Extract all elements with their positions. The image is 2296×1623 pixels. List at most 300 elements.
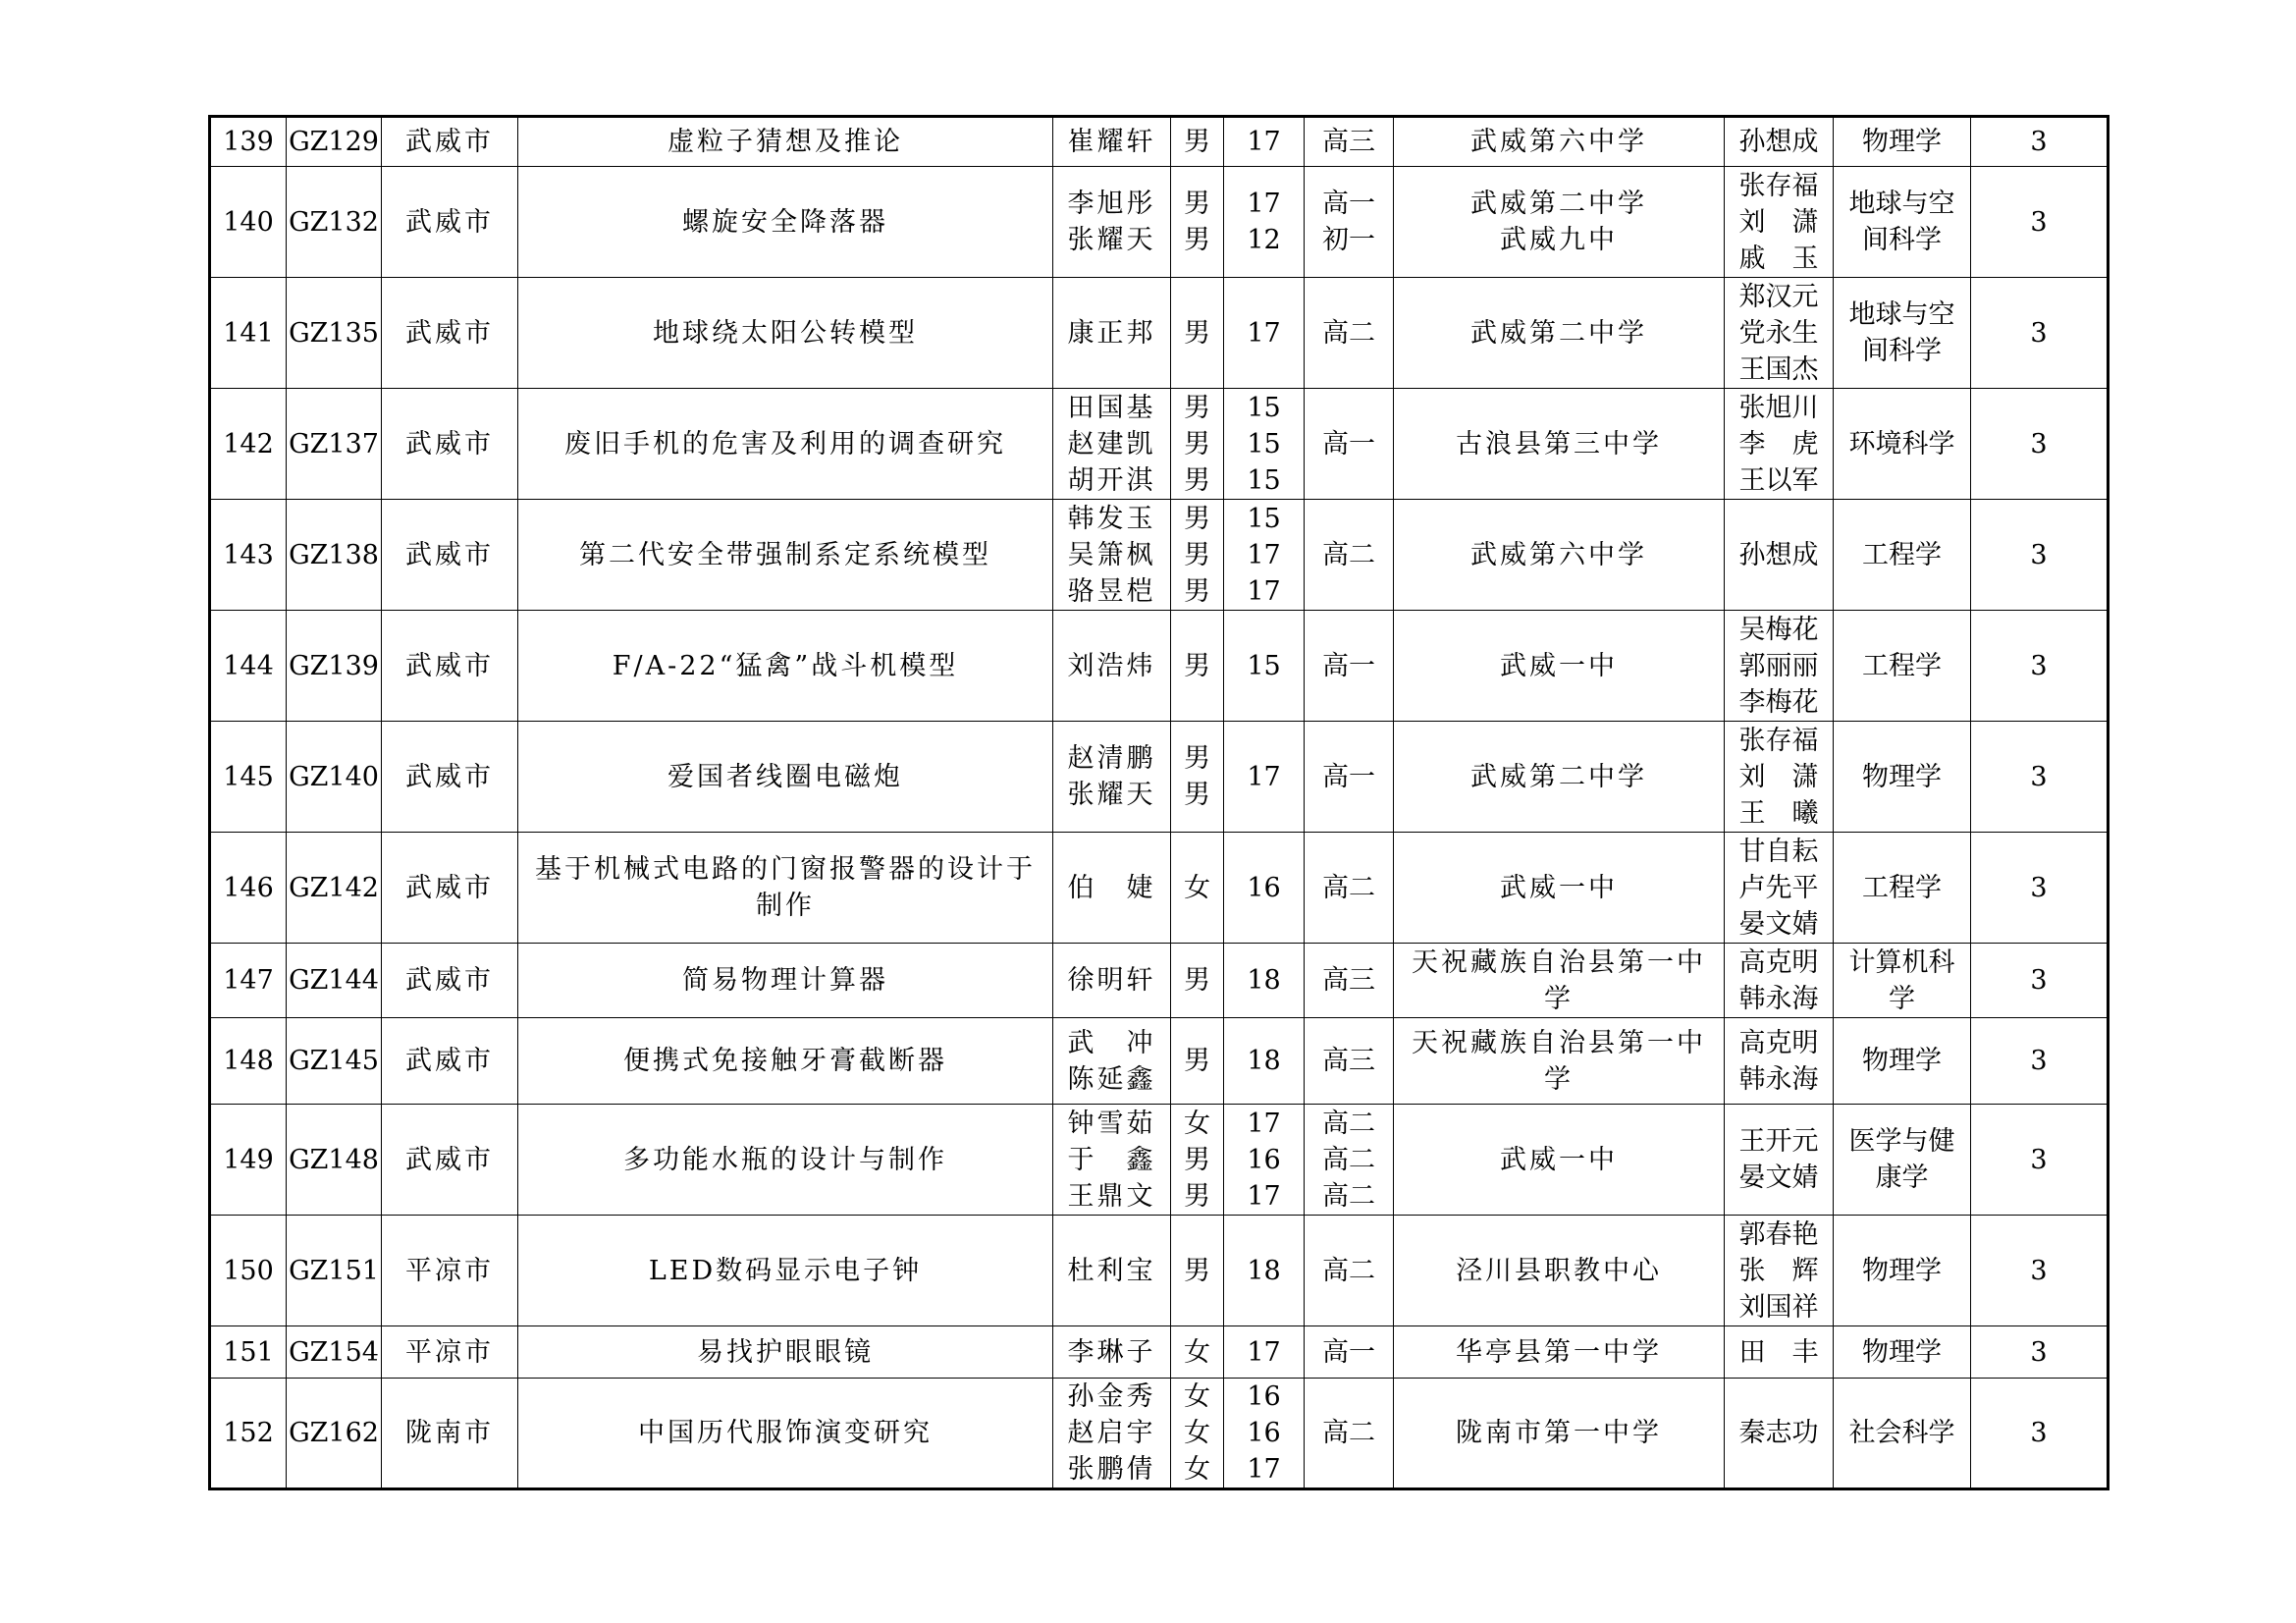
cell-number [210, 944, 287, 1018]
cell-ages-line: 18 [1247, 1046, 1281, 1076]
cell-students [1053, 389, 1171, 500]
cell-number [210, 1216, 287, 1326]
cell-genders [1171, 167, 1224, 278]
cell-teachers-line: 李 虎 [1738, 428, 1819, 460]
cell-grades [1305, 1326, 1394, 1379]
table-row [210, 1379, 2109, 1489]
cell-score-line: 3 [2030, 127, 2048, 157]
cell-students-line: 孙金秀 [1067, 1381, 1156, 1412]
cell-score [1971, 1379, 2109, 1489]
cell-genders-line: 男 [1184, 1144, 1210, 1175]
cell-students-line: 李琳子 [1067, 1336, 1156, 1368]
cell-school-line: 武威第二中学 [1470, 317, 1647, 349]
cell-number-line: 147 [223, 965, 274, 996]
cell-teachers [1725, 722, 1834, 833]
cell-grades-line: 高三 [1322, 1046, 1375, 1076]
cell-ages-line: 17 [1247, 575, 1281, 607]
cell-teachers-line: 韩永海 [1738, 1063, 1819, 1095]
cell-school-line: 武威第六中学 [1470, 127, 1647, 157]
cell-subject [1834, 944, 1971, 1018]
cell-school-line: 武威第二中学 [1470, 761, 1647, 792]
cell-title-line: 基于机械式电路的门窗报警器的设计于制作 [535, 854, 1036, 921]
cell-city [382, 1326, 518, 1379]
cell-score [1971, 117, 2109, 167]
cell-score-line: 3 [2030, 1046, 2048, 1076]
cell-teachers [1725, 1326, 1834, 1379]
cell-subject-line: 地球与空间科学 [1848, 189, 1955, 255]
cell-title-line: F/A-22“猛禽”战斗机模型 [612, 650, 959, 681]
cell-number-line: 148 [223, 1046, 274, 1076]
cell-city-line: 平凉市 [405, 1255, 494, 1286]
cell-ages [1224, 500, 1305, 611]
cell-ages-line: 12 [1247, 225, 1281, 255]
cell-students [1053, 1379, 1171, 1489]
cell-teachers [1725, 611, 1834, 722]
cell-students-line: 武 冲 [1067, 1027, 1156, 1058]
cell-grades-line: 高三 [1322, 965, 1375, 996]
cell-ages-line: 17 [1247, 1336, 1281, 1368]
cell-score [1971, 611, 2109, 722]
cell-score [1971, 833, 2109, 944]
cell-title-line: 废旧手机的危害及利用的调查研究 [564, 428, 1006, 460]
cell-number-line: 144 [223, 650, 274, 681]
cell-students-line: 骆昱桤 [1067, 575, 1156, 607]
cell-ages [1224, 944, 1305, 1018]
cell-students-line: 伯 婕 [1067, 872, 1156, 903]
cell-city [382, 389, 518, 500]
cell-school [1394, 722, 1725, 833]
cell-code-line: GZ137 [289, 428, 379, 460]
cell-ages-line: 16 [1247, 1381, 1281, 1412]
cell-ages [1224, 117, 1305, 167]
cell-ages-line: 18 [1247, 1255, 1281, 1286]
cell-title [518, 1379, 1053, 1489]
cell-subject-line: 物理学 [1862, 127, 1942, 157]
cell-title [518, 1216, 1053, 1326]
cell-grades-line: 高二 [1322, 1180, 1375, 1212]
cell-city [382, 278, 518, 389]
cell-code-line: GZ148 [289, 1144, 379, 1175]
cell-teachers-line: 秦志功 [1738, 1418, 1819, 1448]
cell-students-line: 赵清鹏 [1067, 743, 1156, 774]
cell-title [518, 611, 1053, 722]
cell-genders [1171, 1379, 1224, 1489]
cell-genders-line: 女 [1184, 1418, 1210, 1448]
cell-students-line: 张鹏倩 [1067, 1454, 1156, 1485]
cell-school-line: 武威第六中学 [1470, 539, 1647, 570]
cell-code-line: GZ132 [289, 206, 379, 238]
cell-title-line: 中国历代服饰演变研究 [638, 1418, 933, 1448]
cell-code-line: GZ162 [289, 1418, 379, 1448]
cell-city-line: 武威市 [405, 1046, 494, 1076]
cell-title [518, 722, 1053, 833]
cell-ages-line: 17 [1247, 189, 1281, 219]
cell-genders [1171, 1216, 1224, 1326]
cell-city [382, 944, 518, 1018]
cell-city [382, 1216, 518, 1326]
cell-number [210, 722, 287, 833]
cell-students-line: 康正邦 [1067, 317, 1156, 349]
cell-grades [1305, 167, 1394, 278]
cell-number-line: 149 [223, 1144, 274, 1175]
cell-teachers [1725, 117, 1834, 167]
cell-ages [1224, 1216, 1305, 1326]
cell-city-line: 武威市 [405, 650, 494, 681]
cell-score-line: 3 [2030, 428, 2048, 460]
cell-title-line: 虚粒子猜想及推论 [667, 127, 903, 157]
cell-score-line: 3 [2030, 1144, 2048, 1175]
cell-subject-line: 物理学 [1862, 761, 1942, 792]
cell-students-line: 陈延鑫 [1067, 1063, 1156, 1095]
cell-students [1053, 1105, 1171, 1216]
cell-score-line: 3 [2030, 1255, 2048, 1286]
cell-code [287, 1326, 382, 1379]
cell-students-line: 韩发玉 [1067, 503, 1156, 534]
cell-students-line: 于 鑫 [1067, 1144, 1156, 1175]
cell-number-line: 151 [223, 1336, 274, 1368]
cell-subject [1834, 1326, 1971, 1379]
cell-genders-line: 男 [1184, 127, 1210, 157]
cell-grades [1305, 611, 1394, 722]
cell-teachers-line: 卢先平 [1738, 872, 1819, 903]
cell-teachers-line: 晏文婧 [1738, 908, 1819, 940]
cell-code [287, 278, 382, 389]
cell-number [210, 1018, 287, 1105]
table-row [210, 1105, 2109, 1216]
cell-score [1971, 722, 2109, 833]
cell-teachers-line: 张旭川 [1738, 392, 1819, 423]
cell-code [287, 1379, 382, 1489]
cell-grades-line: 高三 [1322, 127, 1375, 157]
cell-school-line: 武威九中 [1500, 225, 1618, 255]
cell-students-line: 胡开淇 [1067, 464, 1156, 496]
cell-teachers-line: 王开元 [1738, 1126, 1819, 1157]
cell-subject [1834, 389, 1971, 500]
cell-students-line: 刘浩炜 [1067, 650, 1156, 681]
cell-ages [1224, 278, 1305, 389]
cell-grades-line: 高一 [1322, 1336, 1375, 1368]
cell-code [287, 1018, 382, 1105]
cell-ages-line: 17 [1247, 761, 1281, 792]
cell-subject [1834, 611, 1971, 722]
cell-subject-line: 工程学 [1862, 650, 1942, 681]
cell-grades [1305, 389, 1394, 500]
cell-teachers [1725, 1105, 1834, 1216]
cell-genders-line: 女 [1184, 1381, 1210, 1412]
cell-students [1053, 1216, 1171, 1326]
cell-subject [1834, 278, 1971, 389]
cell-teachers-line: 王以军 [1738, 464, 1819, 496]
cell-subject-line: 工程学 [1862, 539, 1942, 570]
cell-city [382, 1018, 518, 1105]
cell-teachers-line: 晏文婧 [1738, 1163, 1819, 1193]
cell-city [382, 1379, 518, 1489]
cell-ages-line: 17 [1247, 539, 1281, 570]
cell-teachers [1725, 500, 1834, 611]
cell-school [1394, 833, 1725, 944]
cell-title-line: 便携式免接触牙膏截断器 [623, 1046, 947, 1076]
cell-school-line: 陇南市第一中学 [1456, 1418, 1662, 1448]
cell-genders-line: 男 [1184, 965, 1210, 996]
cell-students-line: 王鼎文 [1067, 1180, 1156, 1212]
cell-title-line: LED数码显示电子钟 [648, 1255, 923, 1286]
cell-teachers-line: 高克明 [1738, 947, 1819, 978]
cell-teachers-line: 韩永海 [1738, 983, 1819, 1014]
cell-city [382, 722, 518, 833]
cell-number-line: 150 [223, 1255, 274, 1286]
cell-grades-line: 高二 [1322, 317, 1375, 349]
cell-score-line: 3 [2030, 965, 2048, 996]
cell-code-line: GZ138 [289, 539, 379, 570]
cell-genders [1171, 722, 1224, 833]
cell-ages-line: 17 [1247, 127, 1281, 157]
cell-number [210, 611, 287, 722]
cell-students [1053, 117, 1171, 167]
cell-teachers [1725, 1379, 1834, 1489]
cell-teachers [1725, 167, 1834, 278]
cell-city [382, 117, 518, 167]
cell-score [1971, 1326, 2109, 1379]
cell-title [518, 167, 1053, 278]
cell-grades [1305, 1018, 1394, 1105]
cell-city-line: 武威市 [405, 428, 494, 460]
cell-number-line: 140 [223, 206, 274, 238]
cell-city [382, 167, 518, 278]
cell-students [1053, 611, 1171, 722]
cell-teachers-line: 张存福 [1738, 170, 1819, 201]
cell-title-line: 易找护眼眼镜 [697, 1336, 874, 1368]
cell-ages-line: 16 [1247, 1418, 1281, 1448]
cell-genders-line: 男 [1184, 392, 1210, 423]
cell-city [382, 500, 518, 611]
cell-students [1053, 833, 1171, 944]
cell-ages-line: 17 [1247, 1454, 1281, 1485]
cell-number-line: 139 [223, 127, 274, 157]
cell-title [518, 1105, 1053, 1216]
cell-genders-line: 男 [1184, 1255, 1210, 1286]
cell-number-line: 146 [223, 872, 274, 903]
table-row [210, 833, 2109, 944]
cell-school [1394, 278, 1725, 389]
cell-number [210, 1105, 287, 1216]
cell-teachers [1725, 1216, 1834, 1326]
cell-teachers-line: 郭丽丽 [1738, 650, 1819, 681]
cell-ages-line: 15 [1247, 428, 1281, 460]
cell-title-line: 第二代安全带强制系定系统模型 [579, 539, 991, 570]
cell-code [287, 833, 382, 944]
cell-number [210, 117, 287, 167]
cell-code-line: GZ154 [289, 1336, 379, 1368]
cell-genders-line: 男 [1184, 428, 1210, 460]
cell-teachers [1725, 278, 1834, 389]
cell-school [1394, 1216, 1725, 1326]
cell-code [287, 722, 382, 833]
cell-genders [1171, 278, 1224, 389]
cell-subject-line: 环境科学 [1848, 428, 1955, 460]
cell-teachers-line: 戚 玉 [1738, 243, 1819, 274]
cell-number-line: 152 [223, 1418, 274, 1448]
cell-teachers-line: 田 丰 [1738, 1336, 1819, 1368]
cell-teachers-line: 党永生 [1738, 317, 1819, 349]
cell-city [382, 833, 518, 944]
cell-title-line: 地球绕太阳公转模型 [653, 317, 918, 349]
cell-number [210, 500, 287, 611]
cell-code [287, 1105, 382, 1216]
cell-school-line: 天祝藏族自治县第一中学 [1412, 947, 1706, 1014]
cell-ages [1224, 1105, 1305, 1216]
cell-ages [1224, 1379, 1305, 1489]
cell-students [1053, 500, 1171, 611]
table-row [210, 1326, 2109, 1379]
cell-city-line: 武威市 [405, 127, 494, 157]
cell-school [1394, 167, 1725, 278]
cell-ages [1224, 1018, 1305, 1105]
cell-students-line: 徐明轩 [1067, 965, 1156, 996]
cell-school [1394, 1326, 1725, 1379]
cell-genders-line: 男 [1184, 317, 1210, 349]
cell-grades [1305, 722, 1394, 833]
cell-grades-line: 高二 [1322, 1108, 1375, 1139]
cell-students [1053, 1326, 1171, 1379]
table-row [210, 278, 2109, 389]
cell-students-line: 张耀天 [1067, 225, 1156, 255]
cell-city-line: 武威市 [405, 872, 494, 903]
cell-grades [1305, 278, 1394, 389]
cell-title [518, 389, 1053, 500]
table-row [210, 611, 2109, 722]
cell-students-line: 张耀天 [1067, 780, 1156, 810]
cell-subject-line: 工程学 [1862, 872, 1942, 903]
cell-code-line: GZ142 [289, 872, 379, 903]
table-body [210, 117, 2109, 1489]
cell-genders-line: 男 [1184, 650, 1210, 681]
cell-students [1053, 1018, 1171, 1105]
cell-score [1971, 1216, 2109, 1326]
cell-ages-line: 15 [1247, 392, 1281, 423]
cell-grades [1305, 944, 1394, 1018]
cell-teachers [1725, 1018, 1834, 1105]
cell-title [518, 944, 1053, 1018]
cell-subject [1834, 833, 1971, 944]
cell-teachers-line: 甘自耘 [1738, 836, 1819, 867]
cell-genders-line: 男 [1184, 1180, 1210, 1212]
cell-genders [1171, 833, 1224, 944]
cell-code-line: GZ145 [289, 1046, 379, 1076]
cell-title [518, 117, 1053, 167]
cell-school-line: 天祝藏族自治县第一中学 [1412, 1027, 1706, 1095]
cell-teachers-line: 孙想成 [1738, 127, 1819, 157]
cell-score-line: 3 [2030, 206, 2048, 238]
cell-grades-line: 高一 [1322, 650, 1375, 681]
cell-ages-line: 15 [1247, 650, 1281, 681]
cell-score [1971, 389, 2109, 500]
cell-school [1394, 389, 1725, 500]
cell-teachers-line: 张存福 [1738, 725, 1819, 756]
table-row [210, 722, 2109, 833]
cell-score [1971, 278, 2109, 389]
cell-genders-line: 女 [1184, 1336, 1210, 1368]
cell-subject [1834, 722, 1971, 833]
cell-students-line: 吴箫枫 [1067, 539, 1156, 570]
cell-ages-line: 16 [1247, 1144, 1281, 1175]
cell-students [1053, 944, 1171, 1018]
cell-school [1394, 500, 1725, 611]
cell-genders [1171, 1326, 1224, 1379]
cell-city-line: 武威市 [405, 317, 494, 349]
cell-school [1394, 1379, 1725, 1489]
cell-school [1394, 117, 1725, 167]
cell-teachers-line: 刘国祥 [1738, 1291, 1819, 1323]
cell-title [518, 1018, 1053, 1105]
cell-subject [1834, 1018, 1971, 1105]
cell-grades [1305, 833, 1394, 944]
cell-subject-line: 计算机科学 [1848, 947, 1955, 1014]
cell-ages-line: 16 [1247, 872, 1281, 903]
cell-city-line: 武威市 [405, 539, 494, 570]
cell-grades-line: 高二 [1322, 1418, 1375, 1448]
cell-code [287, 167, 382, 278]
cell-school-line: 古浪县第三中学 [1456, 428, 1662, 460]
cell-school-line: 华亭县第一中学 [1456, 1336, 1662, 1368]
cell-grades-line: 高一 [1322, 428, 1375, 460]
cell-genders [1171, 500, 1224, 611]
cell-score-line: 3 [2030, 317, 2048, 349]
cell-students-line: 崔耀轩 [1067, 127, 1156, 157]
cell-genders [1171, 944, 1224, 1018]
cell-number-line: 145 [223, 761, 274, 792]
cell-teachers-line: 高克明 [1738, 1027, 1819, 1058]
cell-city [382, 1105, 518, 1216]
cell-number [210, 833, 287, 944]
cell-students-line: 赵启宇 [1067, 1418, 1156, 1448]
cell-score [1971, 500, 2109, 611]
cell-score [1971, 944, 2109, 1018]
cell-code-line: GZ129 [289, 127, 379, 157]
cell-number-line: 142 [223, 428, 274, 460]
cell-subject [1834, 1105, 1971, 1216]
cell-students-line: 田国基 [1067, 392, 1156, 423]
cell-genders-line: 男 [1184, 575, 1210, 607]
cell-school [1394, 944, 1725, 1018]
cell-ages [1224, 389, 1305, 500]
cell-teachers [1725, 833, 1834, 944]
cell-teachers-line: 王 曦 [1738, 797, 1819, 829]
cell-students [1053, 722, 1171, 833]
cell-city-line: 陇南市 [405, 1418, 494, 1448]
cell-subject-line: 社会科学 [1848, 1418, 1955, 1448]
cell-ages-line: 17 [1247, 1108, 1281, 1139]
table-row [210, 1216, 2109, 1326]
cell-ages [1224, 611, 1305, 722]
cell-grades-line: 高二 [1322, 539, 1375, 570]
cell-city-line: 武威市 [405, 965, 494, 996]
cell-teachers-line: 孙想成 [1738, 539, 1819, 570]
cell-city-line: 武威市 [405, 761, 494, 792]
cell-ages-line: 18 [1247, 965, 1281, 996]
cell-genders-line: 女 [1184, 872, 1210, 903]
cell-city-line: 武威市 [405, 1144, 494, 1175]
cell-teachers-line: 李梅花 [1738, 686, 1819, 718]
cell-code-line: GZ139 [289, 650, 379, 681]
cell-school-line: 武威一中 [1500, 1144, 1618, 1175]
cell-grades-line: 高二 [1322, 872, 1375, 903]
cell-genders-line: 男 [1184, 743, 1210, 774]
cell-grades-line: 初一 [1322, 225, 1375, 255]
cell-score-line: 3 [2030, 761, 2048, 792]
award-table [208, 115, 2109, 1490]
cell-score-line: 3 [2030, 1418, 2048, 1448]
cell-school-line: 武威一中 [1500, 650, 1618, 681]
